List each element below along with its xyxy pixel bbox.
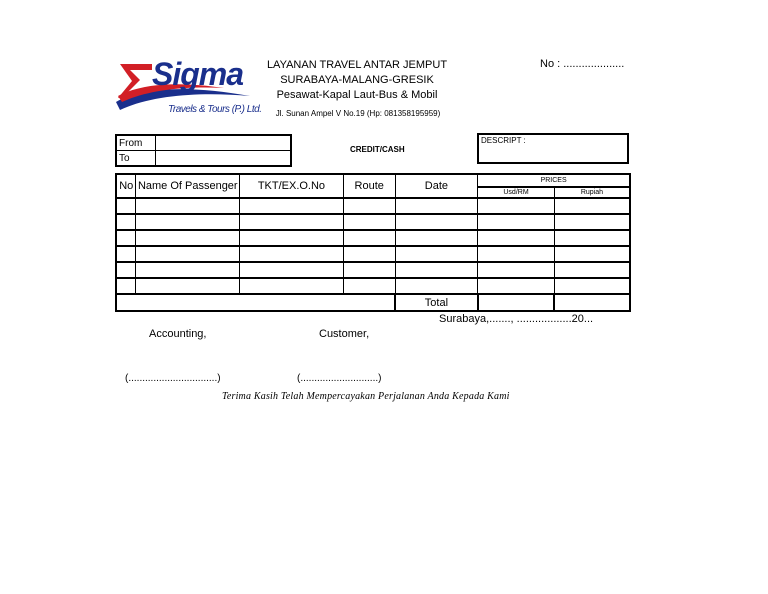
- customer-signature-line: (............................): [297, 373, 382, 384]
- header-line-3: Pesawat-Kapal Laut-Bus & Mobil: [276, 89, 438, 101]
- to-label: To: [116, 151, 156, 167]
- header-address: Jl. Sunan Ampel V No.19 (Hp: 081358195959): [275, 109, 441, 118]
- total-rupiah-field[interactable]: [554, 294, 630, 311]
- total-label: Total: [395, 294, 478, 311]
- descript-label: DESCRIPT :: [481, 136, 526, 145]
- table-row: [116, 214, 630, 230]
- col-usd: Usd/RM: [478, 187, 555, 198]
- header-line-2: SURABAYA-MALANG-GRESIK: [280, 74, 434, 86]
- table-row: [116, 278, 630, 294]
- descript-box[interactable]: [477, 133, 629, 164]
- col-name: Name Of Passenger: [136, 174, 240, 198]
- col-route: Route: [343, 174, 395, 198]
- invoice-number: No : ....................: [540, 58, 625, 70]
- header-line-1: LAYANAN TRAVEL ANTAR JEMPUT: [266, 59, 448, 71]
- table-row: [116, 198, 630, 214]
- to-field[interactable]: [156, 151, 292, 167]
- table-row: [116, 262, 630, 278]
- col-rupiah: Rupiah: [554, 187, 630, 198]
- col-ticket: TKT/EX.O.No: [240, 174, 344, 198]
- customer-label: Customer,: [319, 328, 370, 340]
- logo-subtitle: Travels & Tours (P.) Ltd.: [168, 104, 262, 115]
- table-row: [116, 230, 630, 246]
- logo-text: Sigma: [152, 56, 244, 92]
- col-prices: PRICES: [478, 174, 630, 187]
- table-row: [116, 246, 630, 262]
- accounting-label: Accounting,: [149, 328, 207, 340]
- passenger-table: [115, 173, 631, 312]
- accounting-signature-line: (................................): [125, 373, 221, 384]
- from-field[interactable]: [156, 135, 292, 151]
- col-no: No: [116, 174, 136, 198]
- total-usd-field[interactable]: [478, 294, 555, 311]
- col-date: Date: [395, 174, 478, 198]
- credit-cash-label: CREDIT/CASH: [350, 145, 405, 154]
- place-date: Surabaya,......., ..................20...: [439, 313, 594, 325]
- from-to-box: [115, 134, 292, 167]
- thank-you-note: Terima Kasih Telah Mempercayakan Perjalanan Anda Kepada Kami: [222, 391, 510, 402]
- from-label: From: [116, 135, 156, 151]
